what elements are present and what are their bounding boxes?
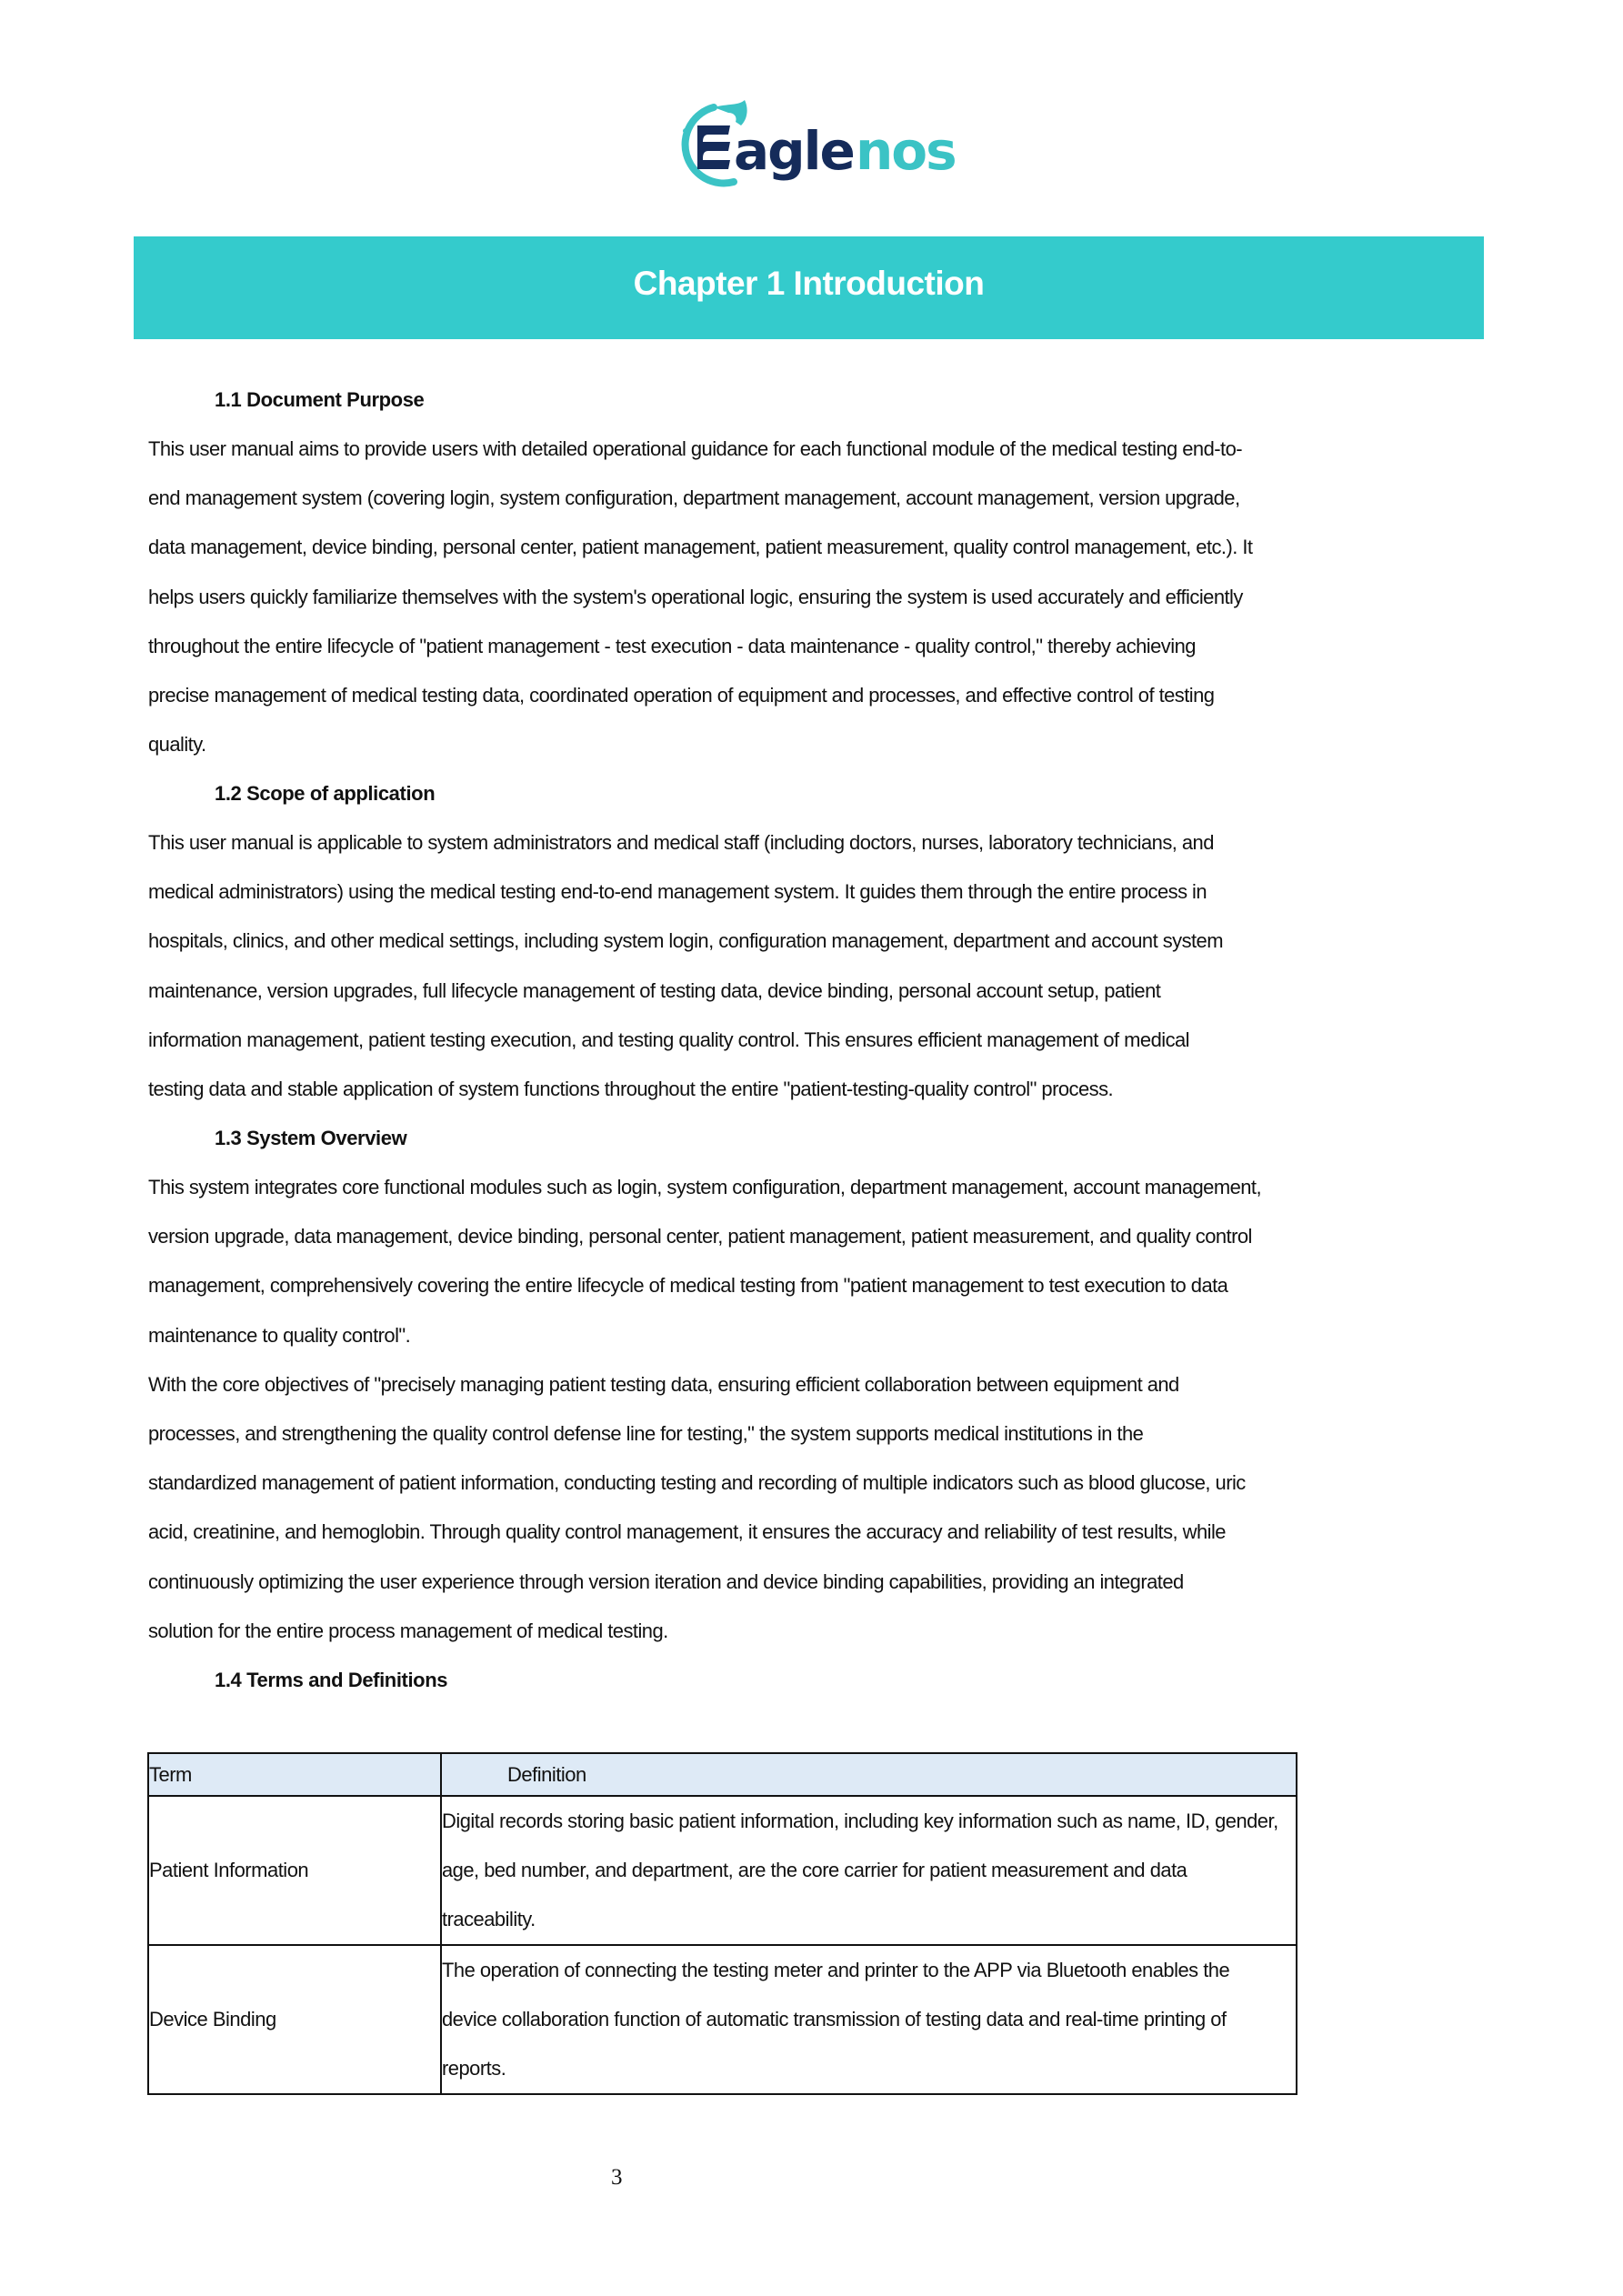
body-line: hospitals, clinics, and other medical settings, including system login, configuration management, department and account system: [148, 929, 1223, 953]
body-line: standardized management of patient information, conducting testing and recording of multiple indicators such as blood glucose, uric: [148, 1471, 1246, 1495]
company-logo: [677, 95, 959, 191]
body-line: maintenance to quality control".: [148, 1323, 411, 1347]
terms-table: [147, 1752, 1297, 2095]
chapter-title: Chapter 1 Introduction: [633, 264, 985, 302]
section-heading-terms: 1.4 Terms and Definitions: [215, 1669, 448, 1691]
definition-line: age, bed number, and department, are the core carrier for patient measurement and data: [442, 1859, 1187, 1881]
body-line: helps users quickly familiarize themselves with the system's operational logic, ensuring the system is used accurately and efficiently: [148, 585, 1243, 608]
table-row: [148, 1796, 1297, 1945]
body-line: With the core objectives of "precisely managing patient testing data, ensuring efficient collaboration between equipment and: [148, 1372, 1179, 1396]
body-line: continuously optimizing the user experience through version iteration and device binding capabilities, providing an integrated: [148, 1569, 1184, 1593]
body-line: testing data and stable application of system functions throughout the entire "patient-testing-quality control" process.: [148, 1077, 1114, 1100]
section-heading-system-overview: 1.3 System Overview: [215, 1127, 407, 1149]
column-header-definition: Definition: [441, 1753, 1297, 1796]
definition-line: The operation of connecting the testing meter and printer to the APP via Bluetooth enables the: [442, 1959, 1230, 1981]
body-line: medical administrators) using the medical testing end-to-end management system. It guides them through the entire process in: [148, 880, 1207, 904]
term-cell: Patient Information: [148, 1796, 441, 1945]
logo-dot: [683, 128, 688, 134]
definition-line: traceability.: [442, 1908, 536, 1930]
table-row: [148, 1945, 1297, 2094]
section-heading-scope: 1.2 Scope of application: [215, 782, 436, 805]
definition-line: Digital records storing basic patient information, including key information such as name, ID, gender,: [442, 1810, 1278, 1832]
body-line: quality.: [148, 733, 206, 757]
logo-text-dark: agle: [734, 120, 854, 182]
body-line: This system integrates core functional modules such as login, system configuration, department management, account management,: [148, 1176, 1262, 1198]
body-line: data management, device binding, personal center, patient management, patient measurement, quality control management, etc.). It: [148, 536, 1253, 559]
column-header-term: Term: [148, 1753, 441, 1796]
definition-line: device collaboration function of automatic transmission of testing data and real-time printing of: [442, 2008, 1227, 2030]
body-line: maintenance, version upgrades, full lifecycle management of testing data, device binding, personal account setup, patient: [148, 978, 1161, 1002]
chapter-banner: [134, 236, 1484, 339]
body-line: This user manual aims to provide users with detailed operational guidance for each functional module of the medical testing end-to-: [148, 437, 1243, 460]
body-line: precise management of medical testing data, coordinated operation of equipment and processes, and effective control of testing: [148, 683, 1215, 707]
body-line: acid, creatinine, and hemoglobin. Through quality control management, it ensures the accuracy and reliability of test results, while: [148, 1520, 1226, 1544]
body-line: throughout the entire lifecycle of "patient management - test execution - data maintenance - quality control," thereby achieving: [148, 634, 1196, 657]
section-body-system-overview: [148, 1174, 1485, 1667]
section-body-document-purpose: [148, 436, 1485, 780]
body-line: solution for the entire process management of medical testing.: [148, 1619, 668, 1642]
section-heading-document-purpose: 1.1 Document Purpose: [215, 388, 425, 411]
section-body-scope: [148, 829, 1485, 1125]
definition-line: reports.: [442, 2057, 506, 2080]
logo-text-accent: nos: [856, 120, 956, 182]
body-line: processes, and strengthening the quality control defense line for testing," the system supports medical institutions in the: [148, 1421, 1144, 1445]
body-line: This user manual is applicable to system administrators and medical staff (including doctors, nurses, laboratory technicians, and: [148, 831, 1214, 854]
body-line: end management system (covering login, system configuration, department management, account management, version upgrade,: [148, 486, 1240, 510]
table-header-row: [148, 1753, 1297, 1796]
eaglenos-logo-icon: [677, 95, 959, 191]
definition-cell: [441, 1796, 1297, 1945]
term-cell: Device Binding: [148, 1945, 441, 2094]
logo-letter-e: [697, 125, 730, 169]
body-line: information management, patient testing execution, and testing quality control. This ensures efficient management of medical: [148, 1028, 1190, 1051]
body-line: version upgrade, data management, device binding, personal center, patient management, patient measurement, and quality control: [148, 1225, 1252, 1248]
page-number: 3: [611, 2165, 623, 2190]
body-line: management, comprehensively covering the entire lifecycle of medical testing from "patient management to test execution to data: [148, 1274, 1228, 1298]
definition-cell: [441, 1945, 1297, 2094]
